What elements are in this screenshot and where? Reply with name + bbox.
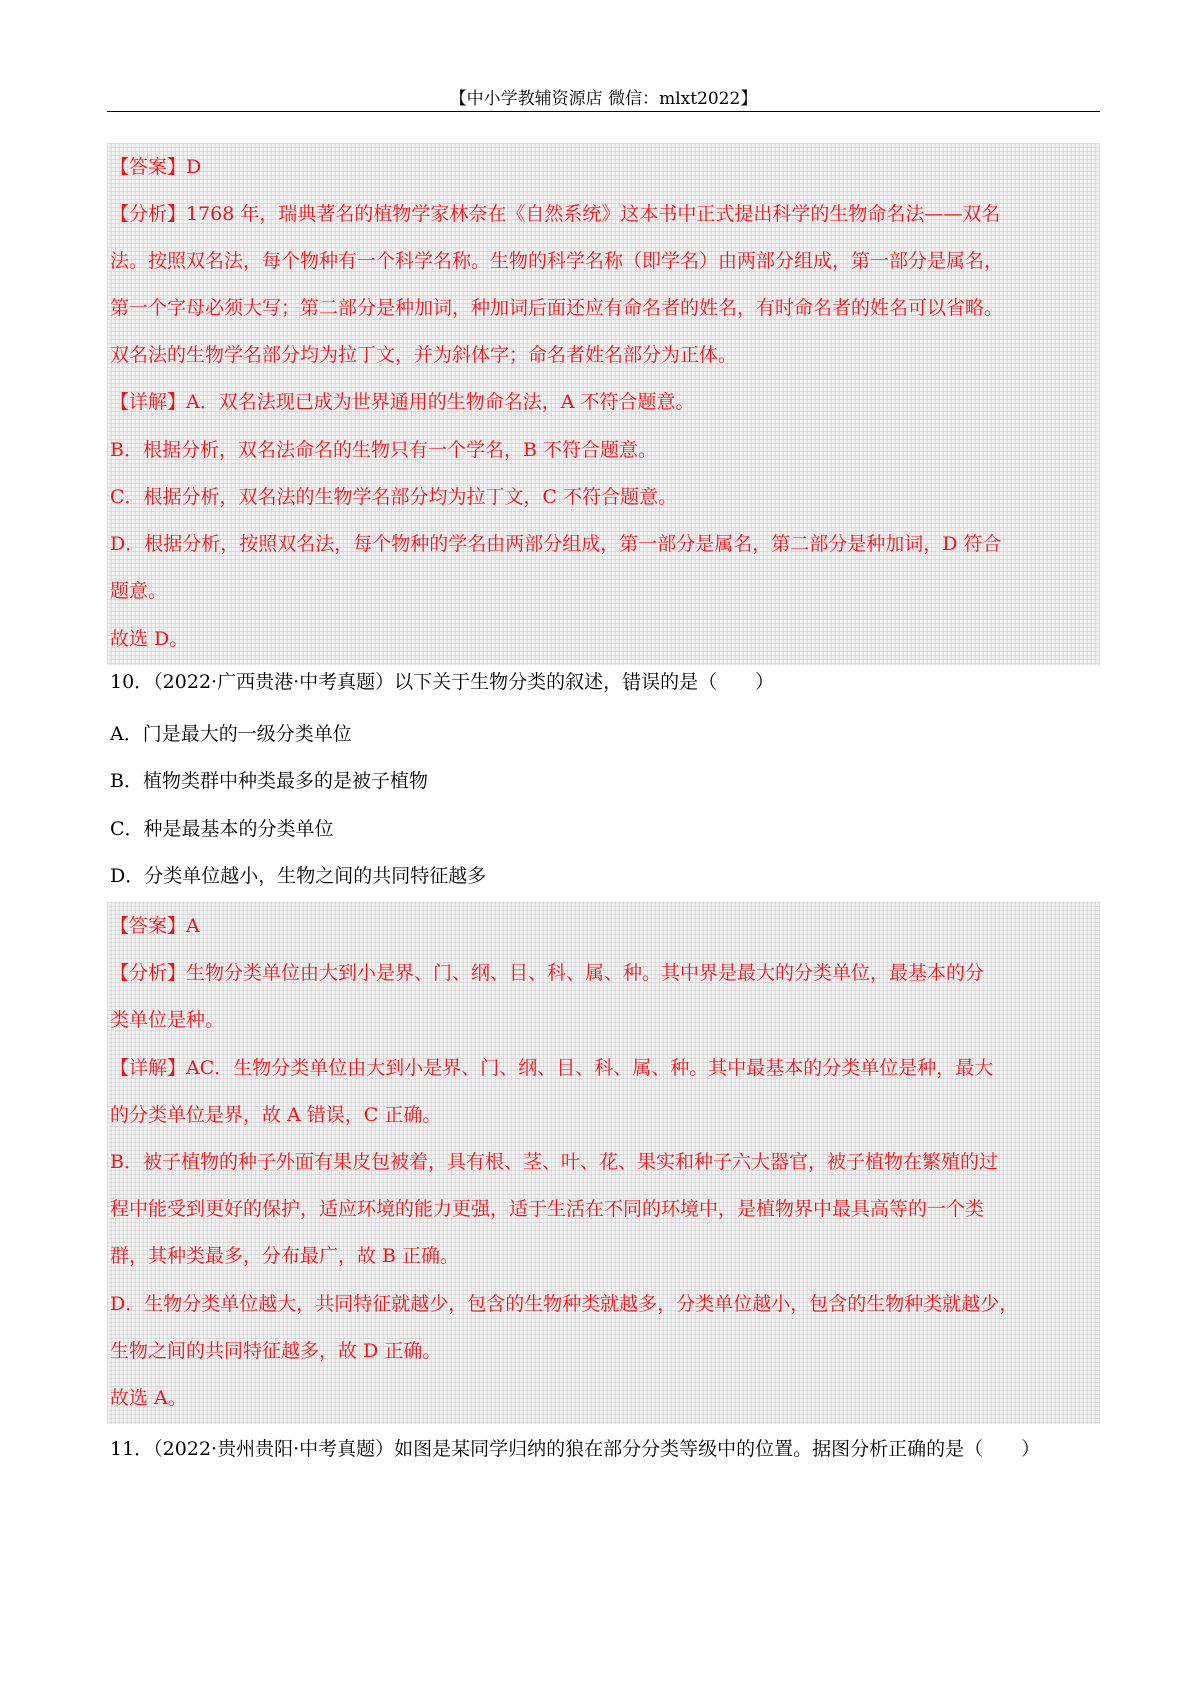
analysis-line: 【分析】1768 年，瑞典著名的植物学家林奈在《自然系统》这本书中正式提出科学的生物命名法——双名 [110,203,1001,225]
explanation-line: 程中能受到更好的保护，适应环境的能力更强，适于生活在不同的环境中，是植物界中最具高等的一个类 [110,1198,985,1220]
emphasis-word: 错误 ·· [622,671,660,693]
option-b: B．植物类群中种类最多的是被子植物 [110,770,428,792]
header-divider [107,111,1100,112]
explanation-line: 题意。 [110,580,168,602]
conclusion-line: 故选 A。 [110,1387,187,1409]
question-stem-text: 的是（ ） [660,671,775,693]
analysis-line: 类单位是种。 [110,1009,225,1031]
conclusion-line: 故选 D。 [110,628,189,650]
option-c: C．种是最基本的分类单位 [110,818,334,840]
analysis-line: 第一个字母必须大写；第二部分是种加词，种加词后面还应有命名者的姓名，有时命名者的姓名可以省略。 [110,297,1004,319]
explanation-line: D．根据分析，按照双名法，每个物种的学名由两部分组成，第一部分是属名，第二部分是种加词，D 符合 [110,533,1002,555]
answer-line: 【答案】D [110,156,202,178]
explanation-line: 生物之间的共同特征越多，故 D 正确。 [110,1340,442,1362]
answer-line: 【答案】A [110,915,200,937]
question-10-stem [110,667,1100,697]
question-stem-text: 10．（2022·广西贵港·中考真题）以下关于生物分类的叙述， [110,671,623,693]
option-d: D．分类单位越小，生物之间的共同特征越多 [110,865,487,887]
page-header: 【中小学教辅资源店 微信：mlxt2022】 [449,89,758,109]
analysis-line: 法。按照双名法，每个物种有一个科学名称。生物的科学名称（即学名）由两部分组成，第一部分是属名， [110,250,1004,272]
option-a: A．门是最大的一级分类单位 [110,723,352,745]
explanation-line: B．根据分析，双名法命名的生物只有一个学名，B 不符合题意。 [110,439,657,461]
explanation-line: 【详解】A．双名法现已成为世界通用的生物命名法，A 不符合题意。 [110,391,695,413]
explanation-line: 的分类单位是界，故 A 错误，C 正确。 [110,1104,442,1126]
explanation-line: B．被子植物的种子外面有果皮包被着，具有根、茎、叶、花、果实和种子六大器官，被子植物在繁殖的过 [110,1151,998,1173]
explanation-line: C．根据分析，双名法的生物学名部分均为拉丁文，C 不符合题意。 [110,486,678,508]
explanation-line: 【详解】AC．生物分类单位由大到小是界、门、纲、目、科、属、种。其中最基本的分类单位是种，最大 [110,1057,994,1079]
explanation-line: D．生物分类单位越大，共同特征就越少，包含的生物种类就越多，分类单位越小，包含的生物种类就越少， [110,1293,1019,1315]
question-11-stem: 11．（2022·贵州贵阳·中考真题）如图是某同学归纳的狼在部分分类等级中的位置。据图分析正确的是（ ） [110,1438,1041,1460]
analysis-line: 双名法的生物学名部分均为拉丁文，并为斜体字；命名者姓名部分为正体。 [110,344,738,366]
analysis-line: 【分析】生物分类单位由大到小是界、门、纲、目、科、属、种。其中界是最大的分类单位，最基本的分 [110,962,985,984]
explanation-line: 群，其种类最多，分布最广，故 B 正确。 [110,1245,460,1267]
